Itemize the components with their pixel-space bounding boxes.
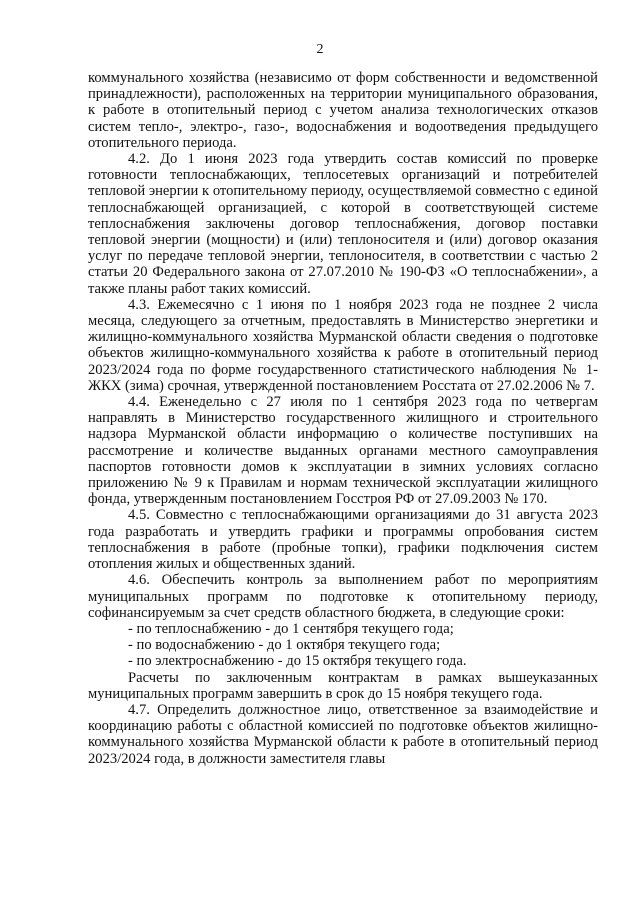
paragraph-4-2: 4.2. До 1 июня 2023 года утвердить состав комиссий по проверке готовности теплоснабжающих, теплосетевых организаций и потребителей тепловой энергии к отопительному периоду, осуществляемой совместно с единой теплоснабжающей организацией, с которой в соответствующей системе теплоснабжения заключены договор теплоснабжения, договор поставки тепловой энергии (мощности) и (или) теплоносителя и (или) договор оказания услуг по передаче тепловой энергии, теплоносителя, в соответствии с частью 2 статьи 20 Федерального закона от 27.07.2010 № 190-ФЗ «О теплоснабжении», а также планы работ таких комиссий. [88,151,598,297]
paragraph-4-6: 4.6. Обеспечить контроль за выполнением работ по мероприятиям муниципальных программ по подготовке к отопительному периоду, софинансируемым за счет средств областного бюджета, в следующие сроки: [88,572,598,621]
paragraph-4-3: 4.3. Ежемесячно с 1 июня по 1 ноября 2023 года не позднее 2 числа месяца, следующего за отчетным, предоставлять в Министерство энергетики и жилищно-коммунального хозяйства Мурманской области сведения о подготовке объектов жилищно-коммунального хозяйства к работе в отопительный период 2023/2024 года по форме государственного статистического наблюдения № 1-ЖКХ (зима) срочная, утвержденной постановлением Росстата от 27.02.2006 № 7. [88,296,598,394]
list-item-water-supply: - по водоснабжению - до 1 октября текущего года; [128,637,441,654]
document-body [88,70,598,767]
list-item-heat-supply: - по теплоснабжению - до 1 сентября текущего года; [128,620,454,637]
list-item-power-supply: - по электроснабжению - до 15 октября текущего года. [128,653,467,670]
paragraph-continuation: коммунального хозяйства (независимо от форм собственности и ведомственной принадлежности), расположенных на территории муниципального образования, к работе в отопительный период с учетом анализа технологических отказов систем тепло-, электро-, газо-, водоснабжения и водоотведения предыдущего отопительного периода. [88,70,598,151]
paragraph-settlements: Расчеты по заключенным контрактам в рамках вышеуказанных муниципальных программ завершить в срок до 15 ноября текущего года. [88,669,598,702]
paragraph-4-5: 4.5. Совместно с теплоснабжающими организациями до 31 августа 2023 года разработать и утвердить графики и программы опробования систем теплоснабжения в работе (пробные топки), графики подключения систем отопления жилых и общественных зданий. [88,507,598,573]
page-number: 2 [316,42,324,57]
paragraph-4-4: 4.4. Еженедельно с 27 июля по 1 сентября 2023 года по четвергам направлять в Министерство государственного жилищного и строительного надзора Мурманской области информацию о количестве поступивших на рассмотрение и количестве выданных органами местного самоуправления паспортов готовности домов к эксплуатации в зимних условиях согласно приложению № 9 к Правилам и нормам технической эксплуатации жилищного фонда, утвержденным постановлением Госстроя РФ от 27.09.2003 № 170. [88,394,598,508]
paragraph-4-7: 4.7. Определить должностное лицо, ответственное за взаимодействие и координацию работы с областной комиссией по подготовке объектов жилищно-коммунального хозяйства Мурманской области к работе в отопительный период 2023/2024 года, в должности заместителя главы [88,701,598,767]
